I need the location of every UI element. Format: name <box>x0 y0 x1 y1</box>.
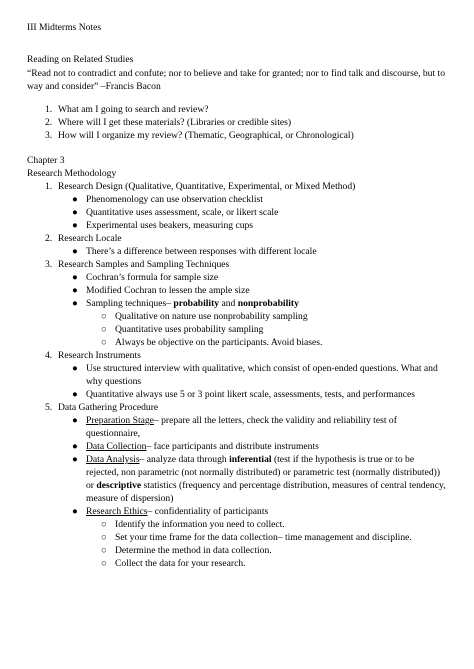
text-run: – confidentiality of participants <box>147 506 269 517</box>
doc-title: III Midterms Notes <box>27 22 102 33</box>
question-number: 2. <box>45 117 53 128</box>
section-number: 4. <box>45 350 53 361</box>
question-text: How will I organize my review? (Thematic, Geographical, or Chronological) <box>58 130 354 141</box>
bullet-text <box>86 454 414 466</box>
text-run: Sampling techniques– <box>86 298 174 309</box>
methodology-heading: Research Methodology <box>27 168 117 179</box>
sub-bullet-text: Determine the method in data collection. <box>115 545 272 556</box>
section-title: Data Gathering Procedure <box>58 402 159 413</box>
bullet-text: Cochran’s formula for sample size <box>86 272 219 283</box>
sub-bullet-glyph: ○ <box>101 311 107 322</box>
sub-bullet-glyph: ○ <box>101 519 107 530</box>
sub-bullet-text: Quantitative uses probability sampling <box>115 324 264 335</box>
question-text: Where will I get these materials? (Libraries or credible sites) <box>58 117 292 128</box>
section-title: Research Locale <box>58 233 122 244</box>
chapter-heading: Chapter 3 <box>27 155 65 166</box>
text-run: – face participants and distribute instruments <box>146 441 319 452</box>
bullet-text <box>86 441 319 453</box>
quote-line: “Read not to contradict and confute; nor to believe and take for granted; nor to find talk and discourse, but to <box>27 68 445 79</box>
sub-bullet-glyph: ○ <box>101 337 107 348</box>
section-number: 5. <box>45 402 53 413</box>
bullet-text: Quantitative always use 5 or 3 point likert scale, assessments, tests, and performances <box>86 389 416 400</box>
bullet-text <box>86 298 299 310</box>
sub-bullet-text: Qualitative on nature use nonprobability sampling <box>115 311 308 322</box>
question-number: 1. <box>45 104 53 115</box>
underlined-term: Data Collection <box>86 441 147 452</box>
question-number: 3. <box>45 130 53 141</box>
bullet-glyph: ● <box>72 506 78 517</box>
sub-bullet-text: Always be objective on the participants. Avoid biases. <box>115 337 323 348</box>
sub-bullet-glyph: ○ <box>101 545 107 556</box>
bullet-text: Phenomenology can use observation checklist <box>86 194 263 205</box>
bullet-glyph: ● <box>72 298 78 309</box>
reading-heading: Reading on Related Studies <box>27 54 134 65</box>
bold-term: inferential <box>229 454 272 465</box>
section-number: 2. <box>45 233 53 244</box>
underlined-term: Research Ethics <box>86 506 148 517</box>
text-run: or <box>86 480 97 491</box>
section-title: Research Design (Qualitative, Quantitative, Experimental, or Mixed Method) <box>58 181 356 192</box>
sub-bullet-text: Set your time frame for the data collection– time management and discipline. <box>115 532 412 543</box>
sub-bullet-glyph: ○ <box>101 558 107 569</box>
text-run: – analyze data through <box>139 454 230 465</box>
text-run: and <box>219 298 238 309</box>
bullet-text-cont: rejected, non parametric (not normally distributed) or parametric test (normally distributed)) <box>86 467 441 478</box>
bullet-glyph: ● <box>72 415 78 426</box>
bullet-glyph: ● <box>72 454 78 465</box>
bullet-text-cont: measure of dispersion) <box>86 493 174 504</box>
bullet-text <box>86 506 268 518</box>
bullet-glyph: ● <box>72 285 78 296</box>
bold-term: descriptive <box>96 480 142 491</box>
text-run: (test if the hypothesis is true or to be <box>271 454 415 465</box>
bullet-text-cont: why questions <box>86 376 142 387</box>
bold-term: probability <box>173 298 220 309</box>
quote-line: way and consider” –Francis Bacon <box>27 81 161 92</box>
sub-bullet-text: Collect the data for your research. <box>115 558 246 569</box>
bullet-text <box>86 415 397 427</box>
bullet-text: Quantitative uses assessment, scale, or likert scale <box>86 207 279 218</box>
bullet-text: Use structured interview with qualitative, which consist of open-ended questions. What and <box>86 363 438 374</box>
bullet-glyph: ● <box>72 272 78 283</box>
sub-bullet-text: Identify the information you need to collect. <box>115 519 285 530</box>
section-title: Research Instruments <box>58 350 141 361</box>
bullet-glyph: ● <box>72 207 78 218</box>
bullet-glyph: ● <box>72 389 78 400</box>
underlined-term: Data Analysis <box>86 454 140 465</box>
sub-bullet-glyph: ○ <box>101 324 107 335</box>
text-run: statistics (frequency and percentage distribution, measures of central tendency, <box>141 480 446 491</box>
bullet-text-cont: questionnaire, <box>86 428 141 439</box>
text-run: – prepare all the letters, check the validity and reliability test of <box>153 415 397 426</box>
sub-bullet-glyph: ○ <box>101 532 107 543</box>
bullet-text: Experimental uses beakers, measuring cups <box>86 220 254 231</box>
bullet-text-cont <box>86 480 446 492</box>
bullet-glyph: ● <box>72 220 78 231</box>
bullet-glyph: ● <box>72 246 78 257</box>
bullet-glyph: ● <box>72 194 78 205</box>
underlined-term: Preparation Stage <box>86 415 154 426</box>
section-title: Research Samples and Sampling Techniques <box>58 259 230 270</box>
question-text: What am I going to search and review? <box>58 104 209 115</box>
section-number: 3. <box>45 259 53 270</box>
bold-term: nonprobability <box>237 298 299 309</box>
bullet-text: There’s a difference between responses with different locale <box>86 246 317 257</box>
bullet-glyph: ● <box>72 363 78 374</box>
bullet-text: Modified Cochran to lessen the ample size <box>86 285 250 296</box>
bullet-glyph: ● <box>72 441 78 452</box>
section-number: 1. <box>45 181 53 192</box>
